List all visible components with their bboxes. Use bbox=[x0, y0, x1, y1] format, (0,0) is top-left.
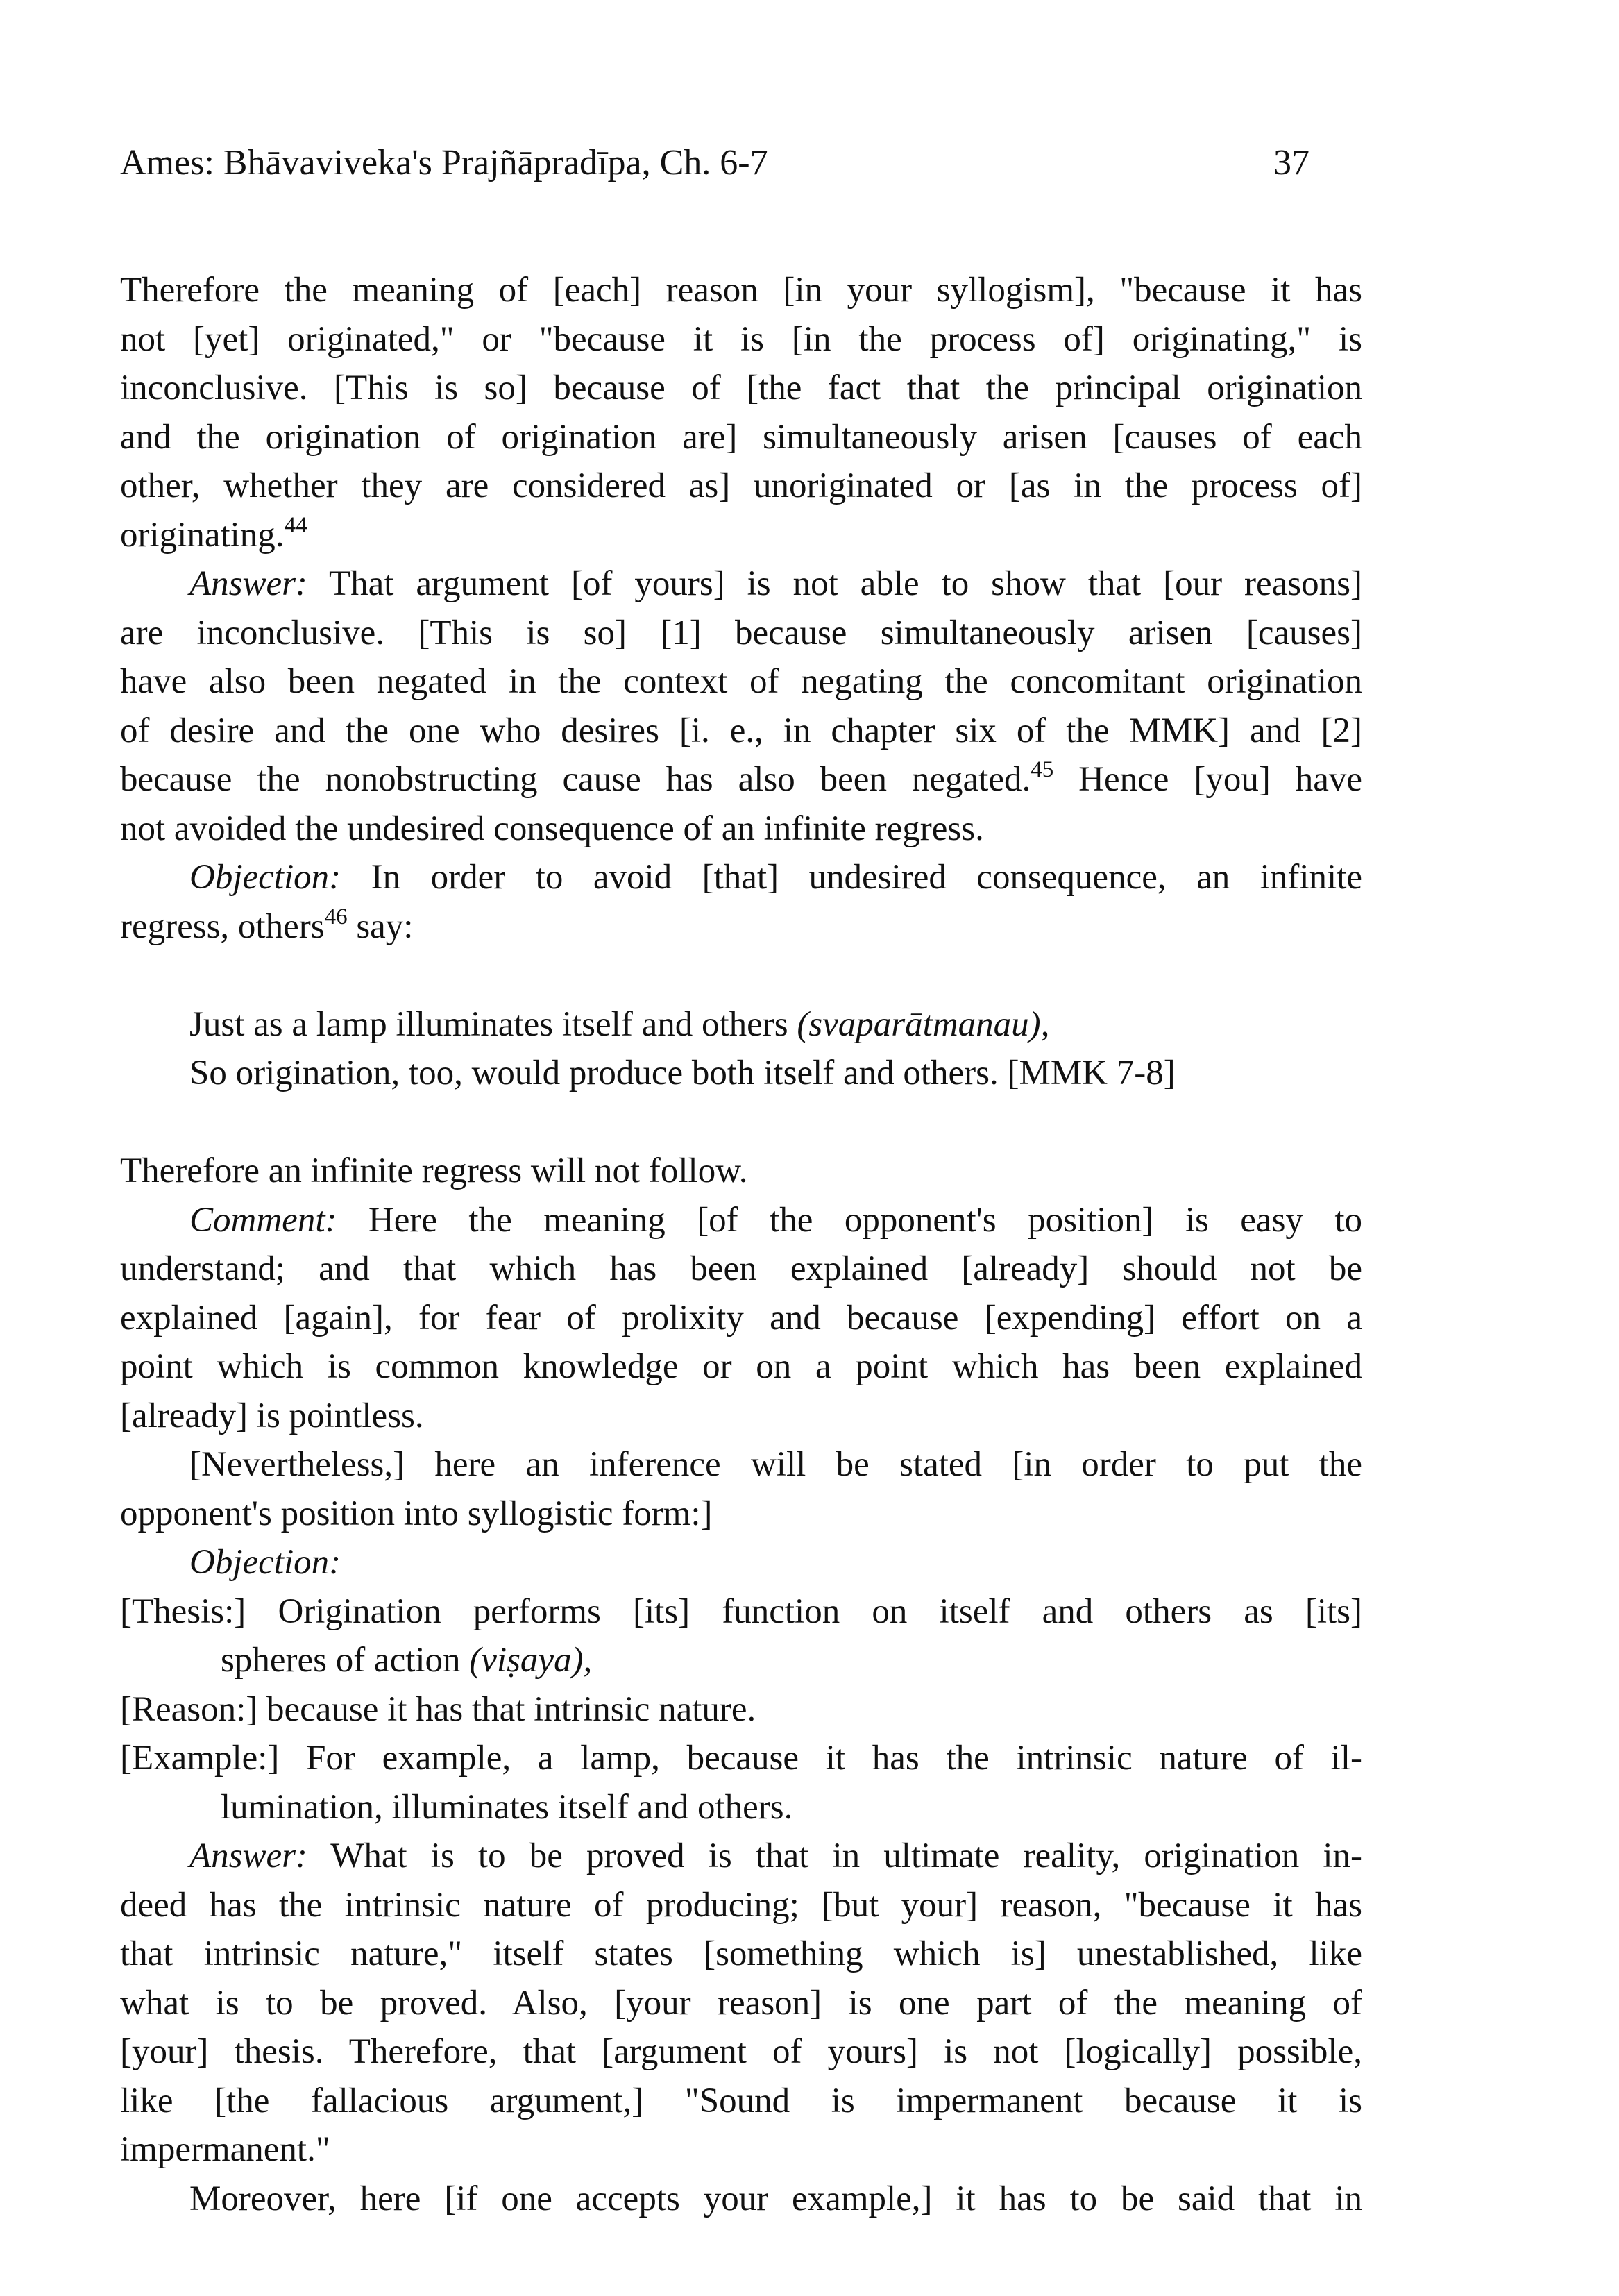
syllogism-example: [Example:] For example, a lamp, because it has the intrinsic nature of il- bbox=[120, 1739, 1362, 1778]
body-text bbox=[120, 266, 1362, 2223]
text-fragment: regress, others bbox=[120, 906, 325, 946]
text-line bbox=[120, 559, 1362, 609]
verse-line: So origination, too, would produce both itself and others. [MMK 7-8] bbox=[189, 1054, 1176, 1092]
text-fragment: Here the meaning [of the opponent's position] is easy to bbox=[368, 1200, 1363, 1240]
label-objection: Objection: bbox=[189, 858, 341, 897]
text-line: of desire and the one who desires [i. e., in chapter six of the MMK] and [2] bbox=[120, 711, 1362, 750]
footnote-ref: 45 bbox=[1031, 757, 1054, 782]
text-line: what is to be proved. Also, [your reason] is one part of the meaning of bbox=[120, 1983, 1362, 2023]
text-line: Therefore the meaning of [each] reason [in your syllogism], "because it has bbox=[120, 271, 1362, 310]
label-objection: Objection: bbox=[189, 1543, 341, 1582]
text-line: explained [again], for fear of prolixity and because [expending] effort on a bbox=[120, 1298, 1362, 1337]
text-fragment: What is to be proved is that in ultimate reality, origination in- bbox=[330, 1837, 1362, 1875]
verse-line bbox=[120, 1000, 1362, 1049]
text-line bbox=[120, 1832, 1362, 1881]
text-fragment: Hence [you] have bbox=[1078, 760, 1363, 799]
text-line: understand; and that which has been explained [already] should not be bbox=[120, 1249, 1362, 1288]
text-line: inconclusive. [This is so] because of [the fact that the principal origination bbox=[120, 369, 1362, 407]
text-line: Therefore an infinite regress will not follow. bbox=[120, 1151, 748, 1190]
text-fragment: Just as a lamp illuminates itself and others bbox=[189, 1004, 788, 1044]
label-comment: Comment: bbox=[189, 1200, 337, 1240]
spacer bbox=[120, 1098, 1362, 1147]
text-fragment: That argument [of yours] is not able to show that [our reasons] bbox=[329, 564, 1362, 603]
page-number: 37 bbox=[1273, 143, 1309, 183]
text-line bbox=[120, 1636, 1362, 1685]
text-line: not avoided the undesired consequence of an infinite regress. bbox=[120, 809, 984, 848]
footnote-ref: 44 bbox=[284, 512, 307, 538]
text-line: point which is common knowledge or on a point which has been explained bbox=[120, 1347, 1362, 1386]
text-line: that intrinsic nature," itself states [something which is] unestablished, like bbox=[120, 1934, 1362, 1973]
sanskrit-term: (svaparātmanau), bbox=[797, 1004, 1050, 1044]
text-line: impermanent." bbox=[120, 2130, 330, 2169]
text-line: opponent's position into syllogistic form:] bbox=[120, 1494, 713, 1533]
text-line: [Nevertheless,] here an inference will be stated [in order to put the bbox=[189, 1445, 1362, 1484]
text-line: have also been negated in the context of negating the concomitant origination bbox=[120, 662, 1362, 701]
text-line: like [the fallacious argument,] "Sound is impermanent because it is bbox=[120, 2081, 1362, 2120]
text-line: Moreover, here [if one accepts your example,] it has to be said that in bbox=[189, 2179, 1362, 2218]
text-line: deed has the intrinsic nature of producing; [but your] reason, "because it has bbox=[120, 1885, 1362, 1925]
spacer bbox=[120, 951, 1362, 1000]
text-fragment: In order to avoid [that] undesired consequence, an infinite bbox=[371, 858, 1362, 897]
text-line: other, whether they are considered as] unoriginated or [as in the process of] bbox=[120, 466, 1362, 505]
syllogism-reason: [Reason:] because it has that intrinsic nature. bbox=[120, 1689, 756, 1729]
text-line: lumination, illuminates itself and others. bbox=[221, 1787, 793, 1827]
sanskrit-term: (viṣaya), bbox=[469, 1641, 593, 1680]
text-line bbox=[120, 755, 1362, 804]
text-line bbox=[120, 511, 1362, 560]
footnote-ref: 46 bbox=[324, 904, 348, 929]
text-line: not [yet] originated," or "because it is [in the process of] originating," is bbox=[120, 319, 1362, 359]
syllogism-thesis: [Thesis:] Origination performs [its] function on itself and others as [its] bbox=[120, 1592, 1362, 1631]
text-line bbox=[120, 1538, 1362, 1587]
text-fragment: say: bbox=[356, 906, 414, 946]
text-line bbox=[120, 902, 1362, 952]
text-fragment: because the nonobstructing cause has also been negated. bbox=[120, 760, 1031, 799]
text-line bbox=[120, 853, 1362, 902]
text-line: are inconclusive. [This is so] [1] because simultaneously arisen [causes] bbox=[120, 613, 1362, 652]
text-line bbox=[120, 1196, 1362, 1245]
text-line: [already] is pointless. bbox=[120, 1396, 424, 1435]
text-fragment: originating. bbox=[120, 515, 285, 555]
label-answer: Answer: bbox=[189, 564, 307, 603]
text-line: and the origination of origination are] simultaneously arisen [causes of each bbox=[120, 417, 1362, 457]
text-line: [your] thesis. Therefore, that [argument of yours] is not [logically] possible, bbox=[120, 2032, 1362, 2071]
text-fragment: spheres of action bbox=[221, 1641, 461, 1680]
label-answer: Answer: bbox=[189, 1837, 307, 1875]
running-header: Ames: Bhāvaviveka's Prajñāpradīpa, Ch. 6-7 bbox=[120, 143, 768, 183]
